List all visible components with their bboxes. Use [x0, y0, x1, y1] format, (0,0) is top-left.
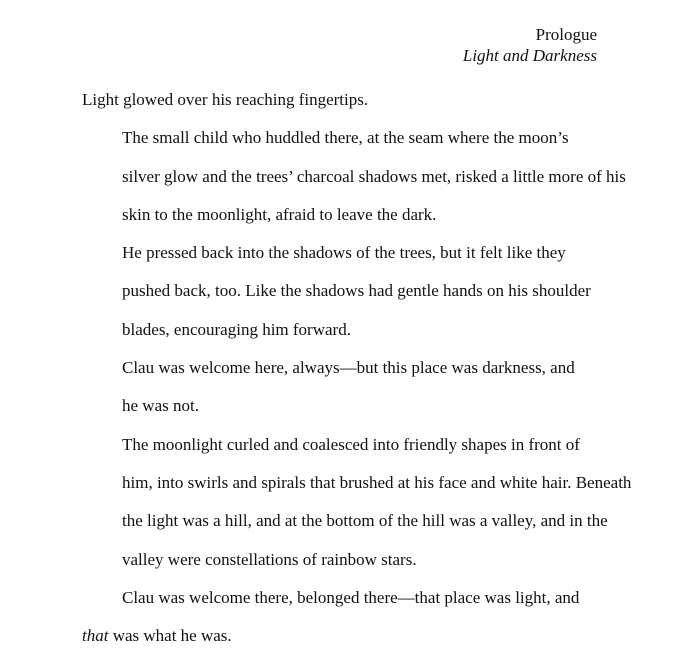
paragraph — [82, 81, 612, 119]
text-line: He pressed back into the shadows of the trees, but it felt like they — [122, 243, 566, 263]
text-line: The moonlight curled and coalesced into friendly shapes in front of — [122, 434, 580, 454]
text-line: The small child who huddled there, at the seam where the moon’s — [122, 128, 569, 148]
text-line: Clau was welcome here, always—but this place was darkness, and — [122, 358, 575, 378]
paragraph — [82, 349, 612, 426]
text-line: Clau was welcome there, belonged there—that place was light, and — [122, 587, 580, 607]
text-line — [82, 617, 612, 655]
text-line-rest: was what he was. — [108, 626, 232, 646]
chapter-header — [463, 24, 597, 66]
paragraph — [82, 234, 612, 349]
text-line: blades, encouraging him forward. — [122, 319, 351, 339]
text-line: him, into swirls and spirals that brushed at his face and white hair. Beneath — [122, 472, 632, 492]
text-line: silver glow and the trees’ charcoal shadows met, risked a little more of his — [122, 166, 626, 186]
text-line: valley were constellations of rainbow stars. — [122, 549, 417, 569]
text-line: Light glowed over his reaching fingertips. — [82, 90, 369, 109]
paragraph — [82, 426, 632, 579]
paragraph — [82, 119, 626, 234]
chapter-title: Prologue — [535, 25, 597, 44]
text-line: he was not. — [122, 396, 199, 416]
body-text — [82, 81, 632, 655]
emphasized-word: that — [82, 626, 109, 646]
paragraph — [82, 579, 612, 655]
text-line: skin to the moonlight, afraid to leave the dark. — [122, 204, 437, 224]
chapter-subtitle: Light and Darkness — [462, 46, 597, 65]
text-line: pushed back, too. Like the shadows had gentle hands on his shoulder — [122, 281, 591, 301]
text-line: the light was a hill, and at the bottom of the hill was a valley, and in the — [122, 511, 608, 531]
